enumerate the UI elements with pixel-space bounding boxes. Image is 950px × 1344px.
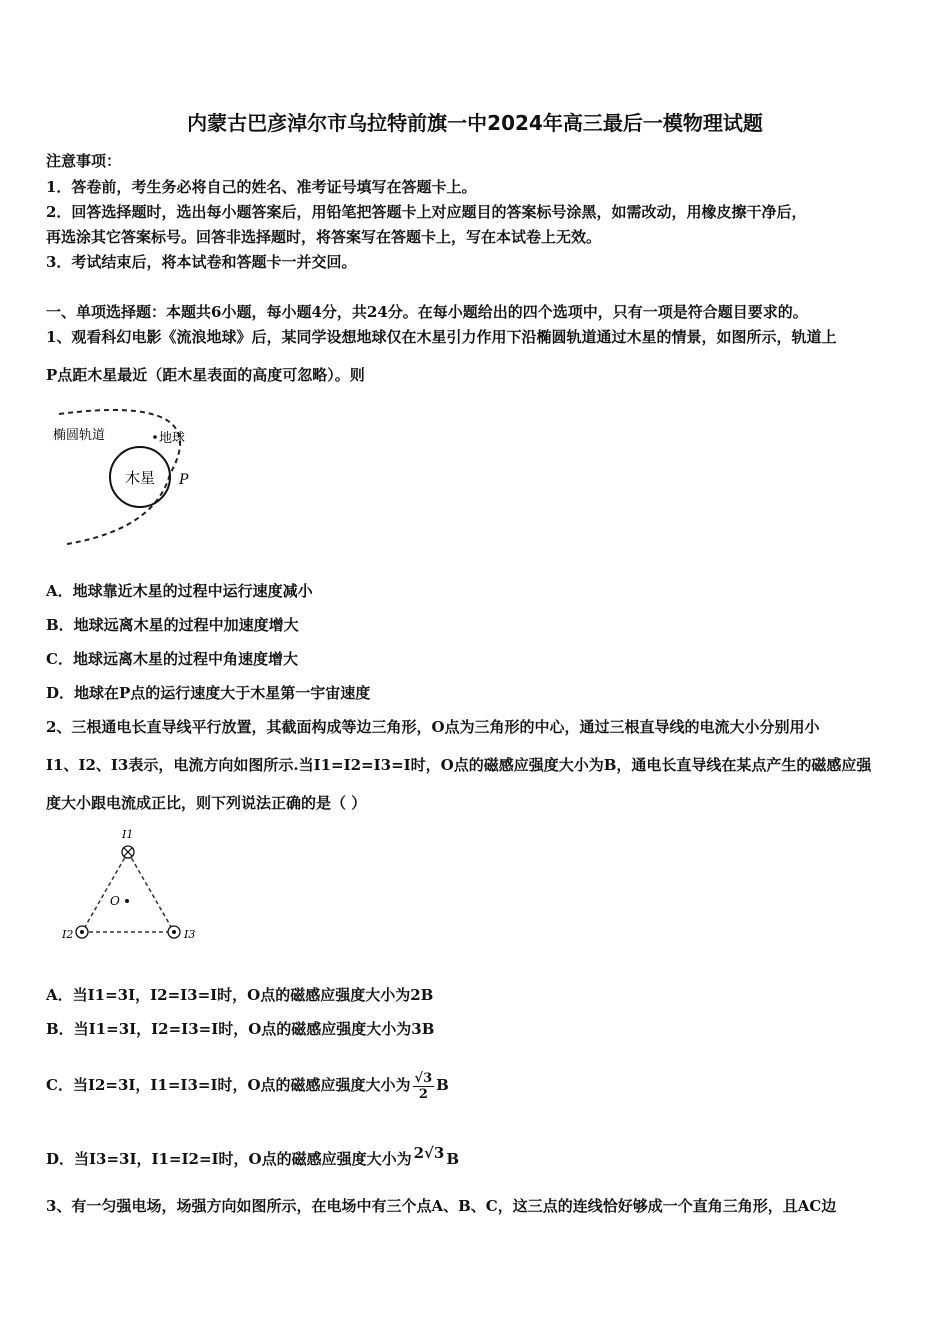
fraction-numerator: √3: [414, 1070, 433, 1086]
earth-label: 地球: [159, 431, 186, 446]
question-1-text: P点距木星最近（距木星表面的高度可忽略）。则: [46, 366, 365, 384]
label-i3: I3: [184, 928, 196, 941]
option-a: A．地球靠近木星的过程中运行速度减小: [46, 582, 313, 600]
notice-item: 2．回答选择题时，选出每小题答案后，用铅笔把答题卡上对应题目的答案标号涂黑，如需改动，用橡皮擦干净后，: [46, 203, 807, 221]
option-c: [46, 1063, 449, 1107]
orbit-figure: [45, 404, 215, 550]
option-d-suffix: B: [446, 1150, 460, 1168]
jupiter-label: 木星: [124, 469, 156, 487]
question-3-text: 3、有一匀强电场，场强方向如图所示，在电场中有三个点A、B、C，这三点的连线恰好够成一个直角三角形，且AC边: [46, 1197, 837, 1215]
label-i2: I2: [62, 928, 74, 941]
option-d: D．地球在P点的运行速度大于木星第一宇宙速度: [46, 684, 371, 702]
sqrt3-over-2-fraction: [413, 1071, 435, 1102]
option-d: [46, 1144, 460, 1169]
option-c-prefix: C．当I2=3I，I1=I3=I时，O点的磁感应强度大小为: [46, 1076, 411, 1094]
option-d-prefix: D．当I3=3I，I1=I2=I时，O点的磁感应强度大小为: [46, 1150, 412, 1168]
label-i1: I1: [122, 828, 134, 841]
question-2-text: I1、I2、I3表示，电流方向如图所示.当I1=I2=I3=I时，O点的磁感应强度大小为B，通电长直导线在某点产生的磁感应强: [46, 756, 872, 774]
option-a: A．当I1=3I，I2=I3=I时，O点的磁感应强度大小为2B: [46, 986, 434, 1004]
section-heading: 一、单项选择题：本题共6小题，每小题4分，共24分。在每小题给出的四个选项中，只有一项是符合题目要求的。: [46, 303, 808, 321]
orbit-label: 椭圆轨道: [53, 428, 106, 443]
label-o: O: [110, 894, 120, 908]
question-2-text: 2、三根通电长直导线平行放置，其截面构成等边三角形，O点为三角形的中心，通过三根直导线的电流大小分别用小: [46, 718, 820, 736]
question-1-text: 1、观看科幻电影《流浪地球》后，某同学设想地球仅在木星引力作用下沿椭圆轨道通过木星的情景，如图所示，轨道上: [46, 328, 837, 346]
notice-item: 再选涂其它答案标号。回答非选择题时，将答案写在答题卡上，写在本试卷上无效。: [46, 228, 602, 246]
center-o-dot: [125, 899, 129, 903]
page-title: 内蒙古巴彦淖尔市乌拉特前旗一中2024年高三最后一模物理试题: [187, 111, 763, 135]
triangle-figure: [60, 824, 210, 944]
option-b: B．地球远离木星的过程中加速度增大: [46, 616, 299, 634]
question-2-text: 度大小跟电流成正比，则下列说法正确的是（ ）: [46, 794, 367, 812]
two-sqrt3-value: 2√3: [413, 1144, 445, 1162]
option-b: B．当I1=3I，I2=I3=I时，O点的磁感应强度大小为3B: [46, 1020, 435, 1038]
fraction-denominator: 2: [418, 1086, 428, 1102]
option-c-suffix: B: [436, 1076, 449, 1094]
notice-item: 3．考试结束后，将本试卷和答题卡一并交回。: [46, 253, 357, 271]
notice-heading: 注意事项：: [46, 152, 122, 170]
earth-dot: [153, 435, 157, 439]
option-c: C．地球远离木星的过程中角速度增大: [46, 650, 298, 668]
point-p-label: P: [179, 472, 189, 488]
notice-item: 1．答卷前，考生务必将自己的姓名、准考证号填写在答题卡上。: [46, 178, 477, 196]
